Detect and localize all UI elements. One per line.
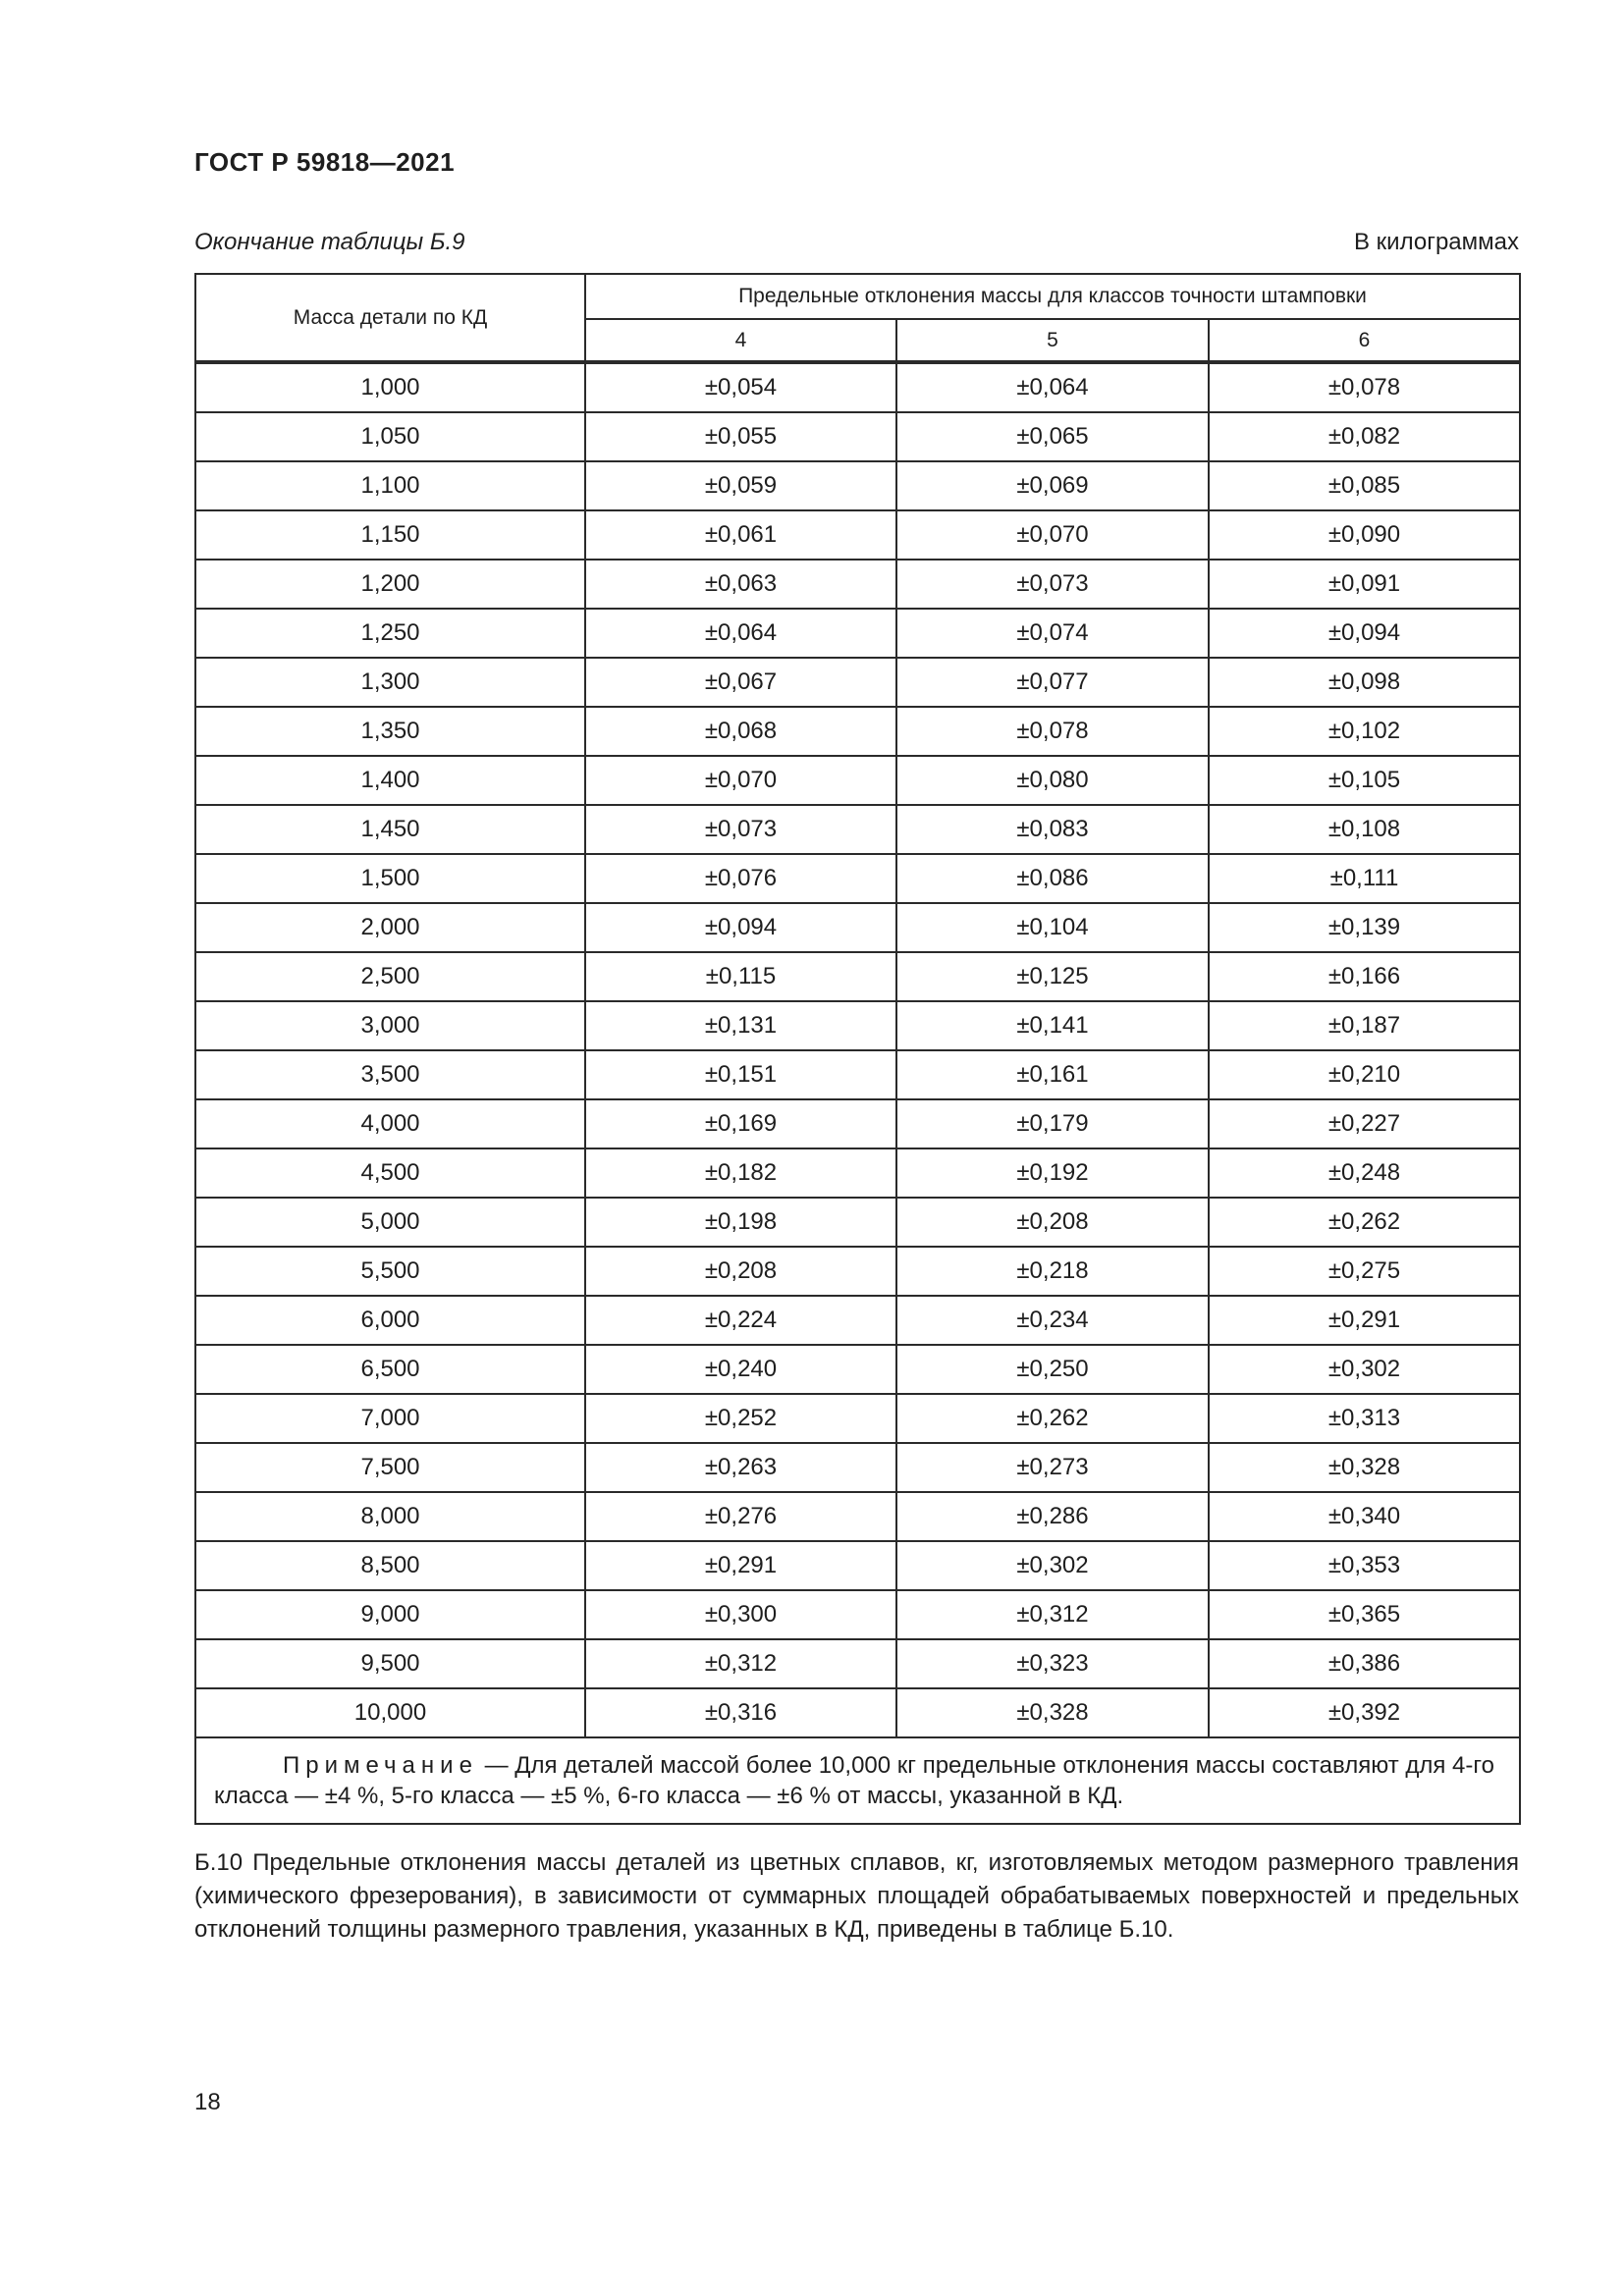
table-row [195, 1050, 1520, 1099]
deviation-cell: ±0,218 [896, 1247, 1209, 1296]
mass-cell: 1,300 [195, 658, 585, 707]
deviation-cell: ±0,083 [896, 805, 1209, 854]
table-row [195, 1639, 1520, 1688]
deviation-cell: ±0,090 [1209, 510, 1520, 560]
mass-cell: 1,250 [195, 609, 585, 658]
deviation-cell: ±0,166 [1209, 952, 1520, 1001]
deviation-cell: ±0,234 [896, 1296, 1209, 1345]
deviation-cell: ±0,208 [896, 1198, 1209, 1247]
deviation-cell: ±0,291 [585, 1541, 896, 1590]
deviation-cell: ±0,302 [1209, 1345, 1520, 1394]
note-text: — Для деталей массой более 10,000 кг предельные отклонения массы составляют для 4-го класса — ±4 %, 5-го класса — ±5 %, 6-го класса — ±6 % от массы, указанной в КД. [214, 1752, 1494, 1809]
mass-cell: 1,350 [195, 707, 585, 756]
deviation-cell: ±0,105 [1209, 756, 1520, 805]
table-row [195, 952, 1520, 1001]
table-row [195, 658, 1520, 707]
deviation-cell: ±0,192 [896, 1148, 1209, 1198]
deviation-cell: ±0,077 [896, 658, 1209, 707]
mass-cell: 1,500 [195, 854, 585, 903]
deviation-cell: ±0,151 [585, 1050, 896, 1099]
mass-cell: 1,400 [195, 756, 585, 805]
deviation-cell: ±0,115 [585, 952, 896, 1001]
deviation-cell: ±0,054 [585, 362, 896, 412]
deviation-cell: ±0,074 [896, 609, 1209, 658]
table-row [195, 1247, 1520, 1296]
deviation-cell: ±0,169 [585, 1099, 896, 1148]
deviation-cell: ±0,291 [1209, 1296, 1520, 1345]
table-row [195, 1198, 1520, 1247]
deviation-cell: ±0,061 [585, 510, 896, 560]
table-row [195, 1099, 1520, 1148]
deviation-cell: ±0,067 [585, 658, 896, 707]
deviation-cell: ±0,141 [896, 1001, 1209, 1050]
deviation-cell: ±0,392 [1209, 1688, 1520, 1737]
deviation-cell: ±0,273 [896, 1443, 1209, 1492]
deviation-cell: ±0,286 [896, 1492, 1209, 1541]
deviation-cell: ±0,139 [1209, 903, 1520, 952]
deviation-cell: ±0,316 [585, 1688, 896, 1737]
deviation-cell: ±0,055 [585, 412, 896, 461]
deviation-cell: ±0,248 [1209, 1148, 1520, 1198]
deviation-cell: ±0,063 [585, 560, 896, 609]
table-row [195, 1541, 1520, 1590]
table-row [195, 1394, 1520, 1443]
mass-cell: 4,500 [195, 1148, 585, 1198]
table-row [195, 412, 1520, 461]
deviation-cell: ±0,102 [1209, 707, 1520, 756]
table-row [195, 1345, 1520, 1394]
table-head [195, 274, 1520, 362]
table-row [195, 1492, 1520, 1541]
mass-cell: 7,500 [195, 1443, 585, 1492]
deviation-cell: ±0,224 [585, 1296, 896, 1345]
deviation-cell: ±0,098 [1209, 658, 1520, 707]
deviation-cell: ±0,250 [896, 1345, 1209, 1394]
table-row [195, 362, 1520, 412]
table-row [195, 1443, 1520, 1492]
table-row [195, 510, 1520, 560]
table-row [195, 1296, 1520, 1345]
deviation-cell: ±0,313 [1209, 1394, 1520, 1443]
deviation-cell: ±0,094 [1209, 609, 1520, 658]
deviation-cell: ±0,179 [896, 1099, 1209, 1148]
mass-cell: 4,000 [195, 1099, 585, 1148]
deviation-cell: ±0,086 [896, 854, 1209, 903]
deviation-cell: ±0,091 [1209, 560, 1520, 609]
deviation-cell: ±0,111 [1209, 854, 1520, 903]
deviation-cell: ±0,365 [1209, 1590, 1520, 1639]
deviation-header: Предельные отклонения массы для классов точности штамповки [585, 274, 1520, 319]
class-header: 4 [585, 319, 896, 362]
mass-cell: 1,100 [195, 461, 585, 510]
deviation-cell: ±0,059 [585, 461, 896, 510]
deviation-cell: ±0,328 [896, 1688, 1209, 1737]
mass-cell: 1,050 [195, 412, 585, 461]
mass-cell: 10,000 [195, 1688, 585, 1737]
deviation-cell: ±0,302 [896, 1541, 1209, 1590]
deviation-cell: ±0,094 [585, 903, 896, 952]
deviation-cell: ±0,182 [585, 1148, 896, 1198]
deviation-cell: ±0,069 [896, 461, 1209, 510]
deviation-cell: ±0,070 [585, 756, 896, 805]
deviation-cell: ±0,240 [585, 1345, 896, 1394]
table-note [195, 1737, 1520, 1824]
deviation-cell: ±0,068 [585, 707, 896, 756]
deviation-cell: ±0,064 [585, 609, 896, 658]
note-label: Примечание [283, 1752, 478, 1779]
deviation-cell: ±0,187 [1209, 1001, 1520, 1050]
table-row [195, 854, 1520, 903]
mass-cell: 7,000 [195, 1394, 585, 1443]
deviation-cell: ±0,073 [585, 805, 896, 854]
mass-deviation-table [194, 273, 1521, 1825]
mass-cell: 3,500 [195, 1050, 585, 1099]
table-row [195, 560, 1520, 609]
deviation-cell: ±0,386 [1209, 1639, 1520, 1688]
table-row [195, 805, 1520, 854]
deviation-cell: ±0,300 [585, 1590, 896, 1639]
deviation-cell: ±0,198 [585, 1198, 896, 1247]
deviation-cell: ±0,073 [896, 560, 1209, 609]
deviation-cell: ±0,340 [1209, 1492, 1520, 1541]
class-header: 5 [896, 319, 1209, 362]
mass-cell: 5,000 [195, 1198, 585, 1247]
mass-cell: 1,200 [195, 560, 585, 609]
deviation-cell: ±0,312 [896, 1590, 1209, 1639]
deviation-cell: ±0,263 [585, 1443, 896, 1492]
table-caption: Окончание таблицы Б.9 [194, 229, 465, 255]
mass-cell: 8,500 [195, 1541, 585, 1590]
table-row [195, 756, 1520, 805]
table-row [195, 609, 1520, 658]
deviation-cell: ±0,078 [896, 707, 1209, 756]
table-row [195, 461, 1520, 510]
deviation-cell: ±0,131 [585, 1001, 896, 1050]
table-row [195, 1001, 1520, 1050]
deviation-cell: ±0,078 [1209, 362, 1520, 412]
table-row [195, 1688, 1520, 1737]
mass-cell: 1,000 [195, 362, 585, 412]
page-number: 18 [194, 2089, 221, 2115]
deviation-cell: ±0,208 [585, 1247, 896, 1296]
deviation-cell: ±0,125 [896, 952, 1209, 1001]
mass-cell: 9,000 [195, 1590, 585, 1639]
mass-cell: 8,000 [195, 1492, 585, 1541]
deviation-cell: ±0,227 [1209, 1099, 1520, 1148]
deviation-cell: ±0,262 [1209, 1198, 1520, 1247]
class-header: 6 [1209, 319, 1520, 362]
mass-cell: 2,000 [195, 903, 585, 952]
deviation-cell: ±0,104 [896, 903, 1209, 952]
table-body [195, 362, 1520, 1824]
deviation-cell: ±0,076 [585, 854, 896, 903]
table-row [195, 1590, 1520, 1639]
deviation-cell: ±0,065 [896, 412, 1209, 461]
deviation-cell: ±0,276 [585, 1492, 896, 1541]
deviation-cell: ±0,161 [896, 1050, 1209, 1099]
mass-cell: 2,500 [195, 952, 585, 1001]
table-note-row [195, 1737, 1520, 1824]
deviation-cell: ±0,275 [1209, 1247, 1520, 1296]
document-header: ГОСТ Р 59818—2021 [194, 147, 456, 177]
mass-cell: 6,000 [195, 1296, 585, 1345]
table-row [195, 903, 1520, 952]
mass-cell: 9,500 [195, 1639, 585, 1688]
mass-cell: 5,500 [195, 1247, 585, 1296]
mass-cell: 6,500 [195, 1345, 585, 1394]
table-row [195, 1148, 1520, 1198]
section-paragraph: Б.10 Предельные отклонения массы деталей из цветных сплавов, кг, изготовляемых методом размерного травления (химического фрезерования), в зависимости от суммарных площадей обрабатываемых поверхностей и предельных отклонений толщины размерного травления, указанных в КД, приведены в таблице Б.10. [194, 1849, 1519, 1943]
deviation-cell: ±0,312 [585, 1639, 896, 1688]
table-row [195, 707, 1520, 756]
deviation-cell: ±0,353 [1209, 1541, 1520, 1590]
mass-header: Масса детали по КД [195, 274, 585, 362]
deviation-cell: ±0,108 [1209, 805, 1520, 854]
deviation-cell: ±0,082 [1209, 412, 1520, 461]
mass-cell: 3,000 [195, 1001, 585, 1050]
units-caption: В килограммах [1354, 229, 1519, 255]
deviation-cell: ±0,064 [896, 362, 1209, 412]
deviation-cell: ±0,080 [896, 756, 1209, 805]
deviation-cell: ±0,252 [585, 1394, 896, 1443]
deviation-cell: ±0,070 [896, 510, 1209, 560]
mass-cell: 1,150 [195, 510, 585, 560]
deviation-cell: ±0,085 [1209, 461, 1520, 510]
deviation-cell: ±0,328 [1209, 1443, 1520, 1492]
mass-cell: 1,450 [195, 805, 585, 854]
deviation-cell: ±0,210 [1209, 1050, 1520, 1099]
deviation-cell: ±0,262 [896, 1394, 1209, 1443]
deviation-cell: ±0,323 [896, 1639, 1209, 1688]
